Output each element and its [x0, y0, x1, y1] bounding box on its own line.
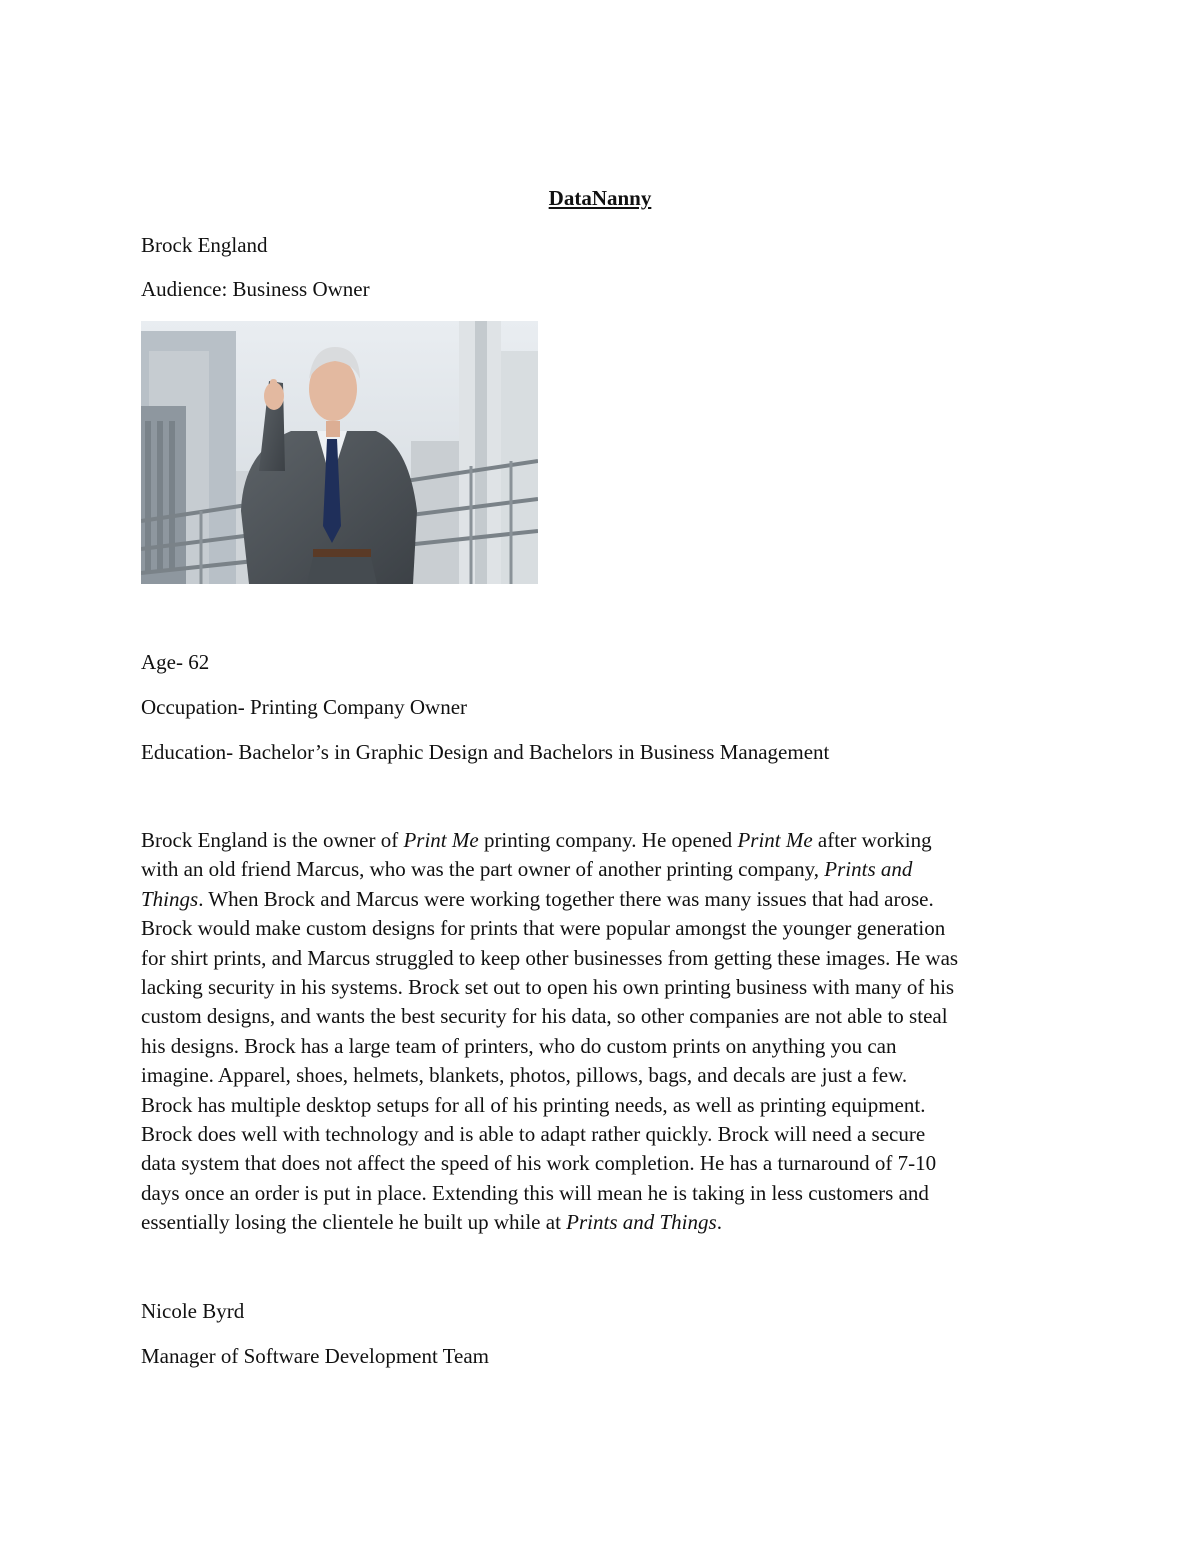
- persona-photo: [141, 321, 538, 584]
- italic-run: Prints and: [824, 857, 913, 882]
- paragraph-line: [141, 1032, 1071, 1061]
- text-run: imagine. Apparel, shoes, helmets, blankets, photos, pillows, bags, and decals are just a few.: [141, 1063, 908, 1088]
- paragraph-line: [141, 1208, 1071, 1237]
- text-run: days once an order is put in place. Extending this will mean he is taking in less customers and: [141, 1180, 929, 1205]
- text-run: custom designs, and wants the best security for his data, so other companies are not able to steal: [141, 1004, 948, 1029]
- document-title: DataNanny: [548, 186, 652, 210]
- paragraph-line: [141, 914, 1071, 943]
- persona-description: [141, 826, 1071, 1238]
- text-run: Brock England is the owner of: [141, 828, 404, 852]
- paragraph-line: [141, 944, 1071, 973]
- paragraph-line: [141, 1120, 1071, 1149]
- text-run: data system that does not affect the speed of his work completion. He has a turnaround of 7-10: [141, 1151, 937, 1176]
- text-run: Brock would make custom designs for prints that were popular amongst the younger generation: [141, 916, 946, 941]
- italic-run: Print Me: [737, 828, 813, 852]
- paragraph-line: [141, 973, 1071, 1002]
- text-run: Brock does well with technology and is able to adapt rather quickly. Brock will need a secure: [141, 1122, 926, 1147]
- paragraph-line: [141, 826, 1071, 855]
- age-line: Age- 62: [141, 650, 210, 674]
- persona-name: Brock England: [141, 233, 268, 257]
- text-run: printing company. He opened: [478, 828, 738, 852]
- text-run: . When Brock and Marcus were working together there was many issues that had arose.: [198, 886, 934, 911]
- italic-run: Things: [141, 886, 199, 911]
- education-line: Education- Bachelor’s in Graphic Design and Bachelors in Business Management: [141, 740, 830, 764]
- text-run: .: [716, 1210, 722, 1235]
- paragraph-line: [141, 1091, 1071, 1120]
- author-name: Nicole Byrd: [141, 1299, 245, 1323]
- occupation-line: Occupation- Printing Company Owner: [141, 695, 468, 719]
- author-title: Manager of Software Development Team: [141, 1344, 490, 1368]
- text-run: his designs. Brock has a large team of printers, who do custom prints on anything you can: [141, 1033, 897, 1058]
- text-run: for shirt prints, and Marcus struggled to keep other businesses from getting these images. He was: [141, 945, 959, 970]
- text-run: essentially losing the clientele he built up while at: [141, 1210, 567, 1235]
- text-run: after working: [812, 828, 932, 852]
- italic-run: Print Me: [403, 828, 479, 852]
- paragraph-line: [141, 1061, 1071, 1090]
- paragraph-line: [141, 1149, 1071, 1178]
- paragraph-line: [141, 1179, 1071, 1208]
- text-run: with an old friend Marcus, who was the part owner of another printing company,: [141, 857, 825, 882]
- italic-run: Prints and Things: [566, 1210, 717, 1235]
- paragraph-line: [141, 1002, 1071, 1031]
- text-run: lacking security in his systems. Brock set out to open his own printing business with many of his: [141, 975, 955, 1000]
- paragraph-line: [141, 885, 1071, 914]
- paragraph-line: [141, 855, 1071, 884]
- text-run: Brock has multiple desktop setups for all of his printing needs, as well as printing equipment.: [141, 1092, 926, 1117]
- audience-line: Audience: Business Owner: [141, 277, 370, 301]
